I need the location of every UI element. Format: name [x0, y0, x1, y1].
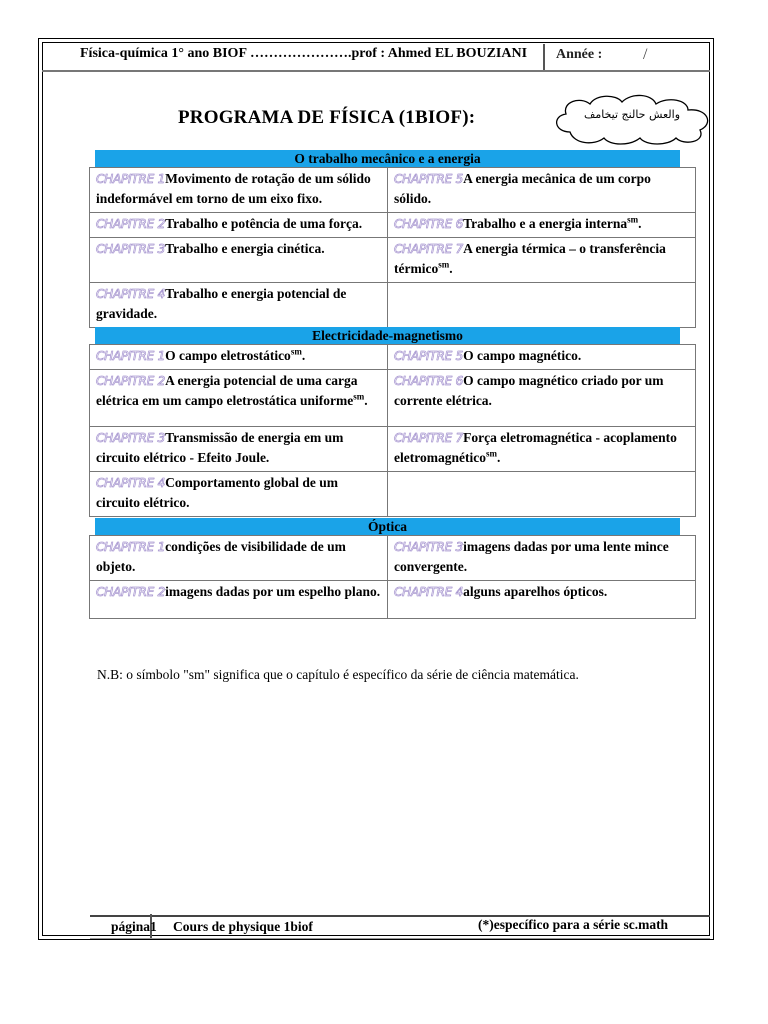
- table-row: [90, 238, 696, 283]
- chapter-cell: [388, 283, 696, 328]
- chapter-label: CHAPITRE 3: [394, 540, 464, 554]
- section-heading: Óptica: [95, 518, 680, 535]
- chapter-cell: [388, 345, 696, 370]
- chapter-title: O campo eletrostático: [165, 348, 291, 363]
- table-row: [90, 472, 696, 517]
- chapter-title: A energia potencial de uma carga elétrica em um campo eletrostática uniforme: [96, 373, 358, 408]
- chapter-label: CHAPITRE 2: [96, 585, 166, 599]
- chapter-title: A energia térmica – o transferência térmico: [394, 241, 666, 276]
- chapter-cell: [90, 283, 388, 328]
- sm-marker: sm: [353, 391, 365, 402]
- note-text: N.B: o símbolo "sm" significa que o capítulo é específico da série de ciência matemática.: [97, 667, 579, 682]
- chapter-label: CHAPITRE 4: [96, 287, 166, 301]
- chapter-cell: [388, 472, 696, 517]
- chapter-label: CHAPITRE 6: [394, 374, 464, 388]
- chapter-cell: [388, 581, 696, 619]
- sm-marker: sm: [438, 259, 450, 270]
- table-row: [90, 536, 696, 581]
- year-slash: /: [643, 46, 648, 63]
- chapter-cell: [388, 238, 696, 283]
- chapter-title-end: .: [449, 261, 453, 276]
- header-text: Física-química 1° ano BIOF ………………….prof : Ahmed EL BOUZIANI: [80, 46, 528, 61]
- chapter-title: Trabalho e a energia interna: [463, 216, 628, 231]
- chapter-cell: [90, 370, 388, 427]
- chapter-label: CHAPITRE 2: [96, 374, 166, 388]
- section-heading: O trabalho mecânico e a energia: [95, 150, 680, 167]
- chapter-label: CHAPITRE 1: [96, 540, 166, 554]
- chapter-title: Transmissão de energia em um circuito elétrico - Efeito Joule.: [96, 430, 344, 465]
- chapter-title: imagens dadas por uma lente mince convergente.: [394, 539, 669, 574]
- year-label: Année :: [556, 47, 603, 62]
- chapter-title: Movimento de rotação de um sólido indeformável em torno de um eixo fixo.: [96, 171, 371, 206]
- document-title: PROGRAMA DE FÍSICA (1BIOF):: [178, 107, 476, 128]
- chapter-cell: [90, 168, 388, 213]
- chapter-title: A energia mecânica de um corpo sólido.: [394, 171, 651, 206]
- chapter-title: O campo magnético criado por um corrente elétrica.: [394, 373, 664, 408]
- chapter-label: CHAPITRE 1: [96, 349, 166, 363]
- table-row: [90, 345, 696, 370]
- chapter-title: Trabalho e energia cinética.: [165, 241, 325, 256]
- section-heading: Electricidade-magnetismo: [95, 327, 680, 344]
- chapter-cell: [388, 213, 696, 238]
- chapter-title: Trabalho e potência de uma força.: [165, 216, 363, 231]
- chapter-cell: [90, 345, 388, 370]
- chapter-title-end: .: [638, 216, 642, 231]
- chapter-cell: [388, 370, 696, 427]
- chapters-table: [89, 167, 696, 328]
- chapter-label: CHAPITRE 7: [394, 431, 464, 445]
- chapter-label: CHAPITRE 7: [394, 242, 464, 256]
- chapter-cell: [90, 238, 388, 283]
- table-row: [90, 213, 696, 238]
- sm-marker: sm: [290, 346, 302, 357]
- table-row: [90, 370, 696, 427]
- footer-bottom-rule: [90, 938, 710, 939]
- table-row: [90, 168, 696, 213]
- table-row: [90, 581, 696, 619]
- table-row: [90, 283, 696, 328]
- chapter-label: CHAPITRE 1: [96, 172, 166, 186]
- chapter-cell: [90, 472, 388, 517]
- sm-marker: sm: [627, 214, 639, 225]
- chapter-title: imagens dadas por um espelho plano.: [165, 584, 381, 599]
- chapter-title: alguns aparelhos ópticos.: [463, 584, 608, 599]
- chapter-cell: [90, 427, 388, 472]
- chapter-label: CHAPITRE 2: [96, 217, 166, 231]
- chapter-label: CHAPITRE 4: [96, 476, 166, 490]
- table-row: [90, 427, 696, 472]
- chapter-cell: [90, 536, 388, 581]
- chapters-table: [89, 344, 696, 517]
- chapter-title: Trabalho e energia potencial de gravidade.: [96, 286, 347, 321]
- chapter-title-end: .: [301, 348, 306, 363]
- chapter-title-end: .: [496, 450, 501, 465]
- chapter-cell: [90, 213, 388, 238]
- footer-course: Cours de physique 1biof: [173, 919, 313, 934]
- chapter-label: CHAPITRE 6: [394, 217, 464, 231]
- cloud-text: والعش ح‏النج تيخ‏امف: [583, 108, 681, 121]
- chapter-title: condições de visibilidade de um objeto.: [96, 539, 346, 574]
- chapter-label: CHAPITRE 3: [96, 431, 166, 445]
- chapter-title: Comportamento global de um circuito elétrico.: [96, 475, 338, 510]
- chapter-label: CHAPITRE 4: [394, 585, 464, 599]
- chapter-title-end: .: [364, 393, 368, 408]
- sm-marker: sm: [485, 448, 497, 459]
- chapter-cell: [388, 536, 696, 581]
- chapter-label: CHAPITRE 5: [394, 349, 464, 363]
- chapter-label: CHAPITRE 3: [96, 242, 166, 256]
- chapter-title: O campo magnético.: [463, 348, 582, 363]
- chapter-cell: [388, 168, 696, 213]
- header-rule: [42, 70, 710, 72]
- footer-specific-note: (*)específico para a série sc.math: [478, 917, 669, 932]
- chapter-cell: [90, 581, 388, 619]
- chapter-label: CHAPITRE 5: [394, 172, 464, 186]
- footer-page-label: página1: [111, 919, 157, 934]
- chapters-table: [89, 535, 696, 619]
- header-separator: [543, 44, 545, 70]
- chapter-title: Força eletromagnética - acoplamento eletromagnético: [394, 430, 677, 465]
- chapter-cell: [388, 427, 696, 472]
